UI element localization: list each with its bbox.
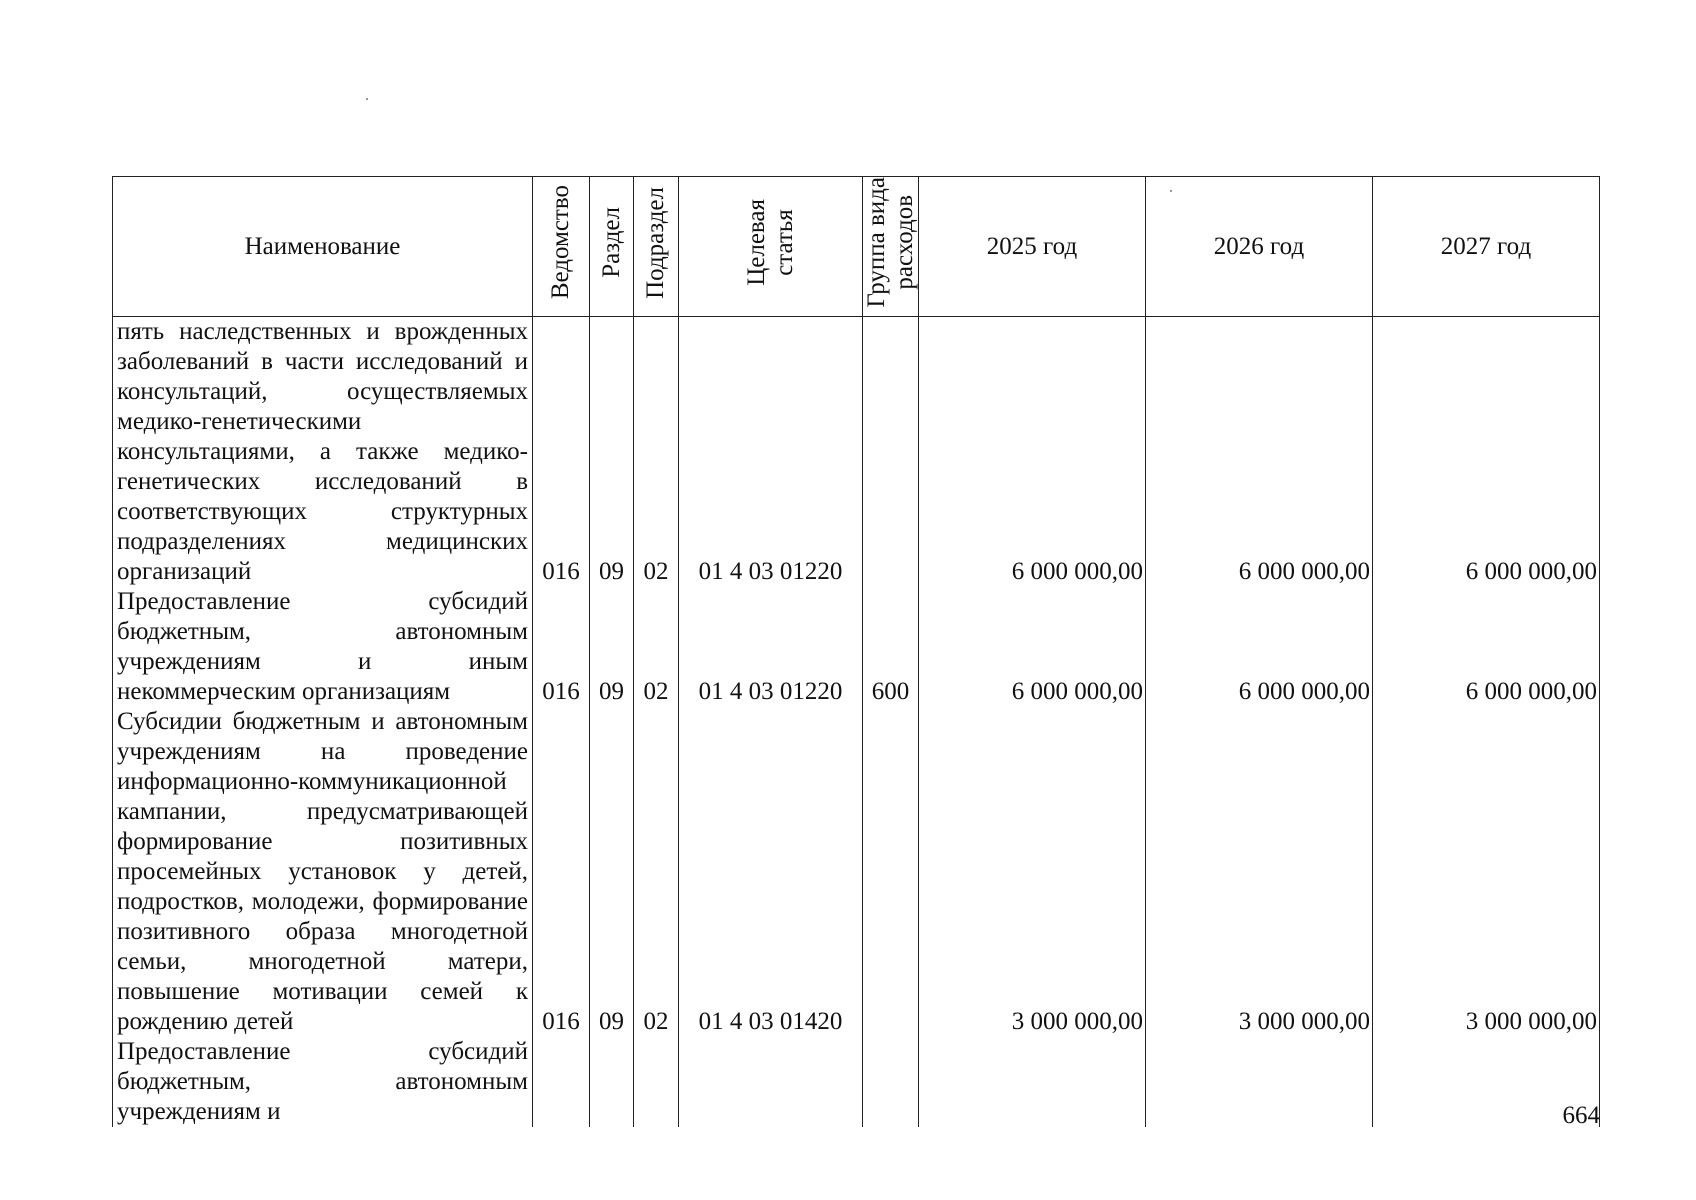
header-podrazdel: Подраздел: [634, 177, 679, 317]
row-razdel: 09: [590, 587, 634, 707]
row-vedomstvo: 016: [533, 587, 590, 707]
row-name: Субсидии бюджетным и автономным учреждениям на проведение информационно-коммуникационной кампании, предусматривающей формирование позитивных просемейных установок у детей, подростков, молодежи, формирование позитивного образа многодетной семьи, многодетной матери, повышение мотивации семей к рождению детей: [113, 707, 533, 1037]
header-gruppa-vida-rashodov: Группа вида расходов: [863, 177, 919, 317]
budget-table: [112, 176, 1600, 1127]
row-2026: 6 000 000,00: [1146, 587, 1373, 707]
row-podrazdel: 02: [634, 317, 679, 588]
row-podrazdel: 02: [634, 587, 679, 707]
row-razdel: 09: [590, 317, 634, 588]
row-name: Предоставление субсидий бюджетным, автономным учреждениям и иным некоммерческим организациям: [113, 587, 533, 707]
row-vedomstvo: 016: [533, 317, 590, 588]
row-2026: [1146, 1037, 1373, 1127]
row-2025: 3 000 000,00: [919, 707, 1146, 1037]
row-celevaya: 01 4 03 01420: [679, 707, 863, 1037]
header-celevaya-statya: Целевая статья: [679, 177, 863, 317]
header-vedomstvo: Ведомство: [533, 177, 590, 317]
header-2027: 2027 год: [1373, 177, 1600, 317]
header-row: [113, 177, 1600, 317]
row-celevaya: [679, 1037, 863, 1127]
row-2025: 6 000 000,00: [919, 587, 1146, 707]
header-2026: 2026 год: [1146, 177, 1373, 317]
page-number: 664: [1562, 1102, 1600, 1129]
row-2026: 3 000 000,00: [1146, 707, 1373, 1037]
table-row: [113, 317, 1600, 588]
row-podrazdel: [634, 1037, 679, 1127]
row-2025: [919, 1037, 1146, 1127]
row-gruppa: [863, 707, 919, 1037]
row-celevaya: 01 4 03 01220: [679, 587, 863, 707]
table-row: [113, 587, 1600, 707]
row-gruppa: [863, 1037, 919, 1127]
row-name: пять наследственных и врожденных заболеваний в части исследований и консультаций, осуществляемых медико-генетическими консультациями, а также медико-генетических исследований в соответствующих структурных подразделениях медицинских организаций: [113, 317, 533, 588]
row-2027: 3 000 000,00: [1373, 707, 1600, 1037]
row-gruppa: 600: [863, 587, 919, 707]
header-razdel: Раздел: [590, 177, 634, 317]
row-razdel: [590, 1037, 634, 1127]
row-vedomstvo: [533, 1037, 590, 1127]
row-name: Предоставление субсидий бюджетным, автономным учреждениям и: [113, 1037, 533, 1127]
row-2025: 6 000 000,00: [919, 317, 1146, 588]
row-celevaya: 01 4 03 01220: [679, 317, 863, 588]
header-2025: 2025 год: [919, 177, 1146, 317]
row-vedomstvo: 016: [533, 707, 590, 1037]
table-row: [113, 707, 1600, 1037]
row-2027: 6 000 000,00: [1373, 317, 1600, 588]
row-podrazdel: 02: [634, 707, 679, 1037]
header-name: Наименование: [113, 177, 533, 317]
row-gruppa: [863, 317, 919, 588]
table-row: [113, 1037, 1600, 1127]
row-2026: 6 000 000,00: [1146, 317, 1373, 588]
row-razdel: 09: [590, 707, 634, 1037]
scan-speck: [366, 98, 368, 100]
row-2027: 6 000 000,00: [1373, 587, 1600, 707]
